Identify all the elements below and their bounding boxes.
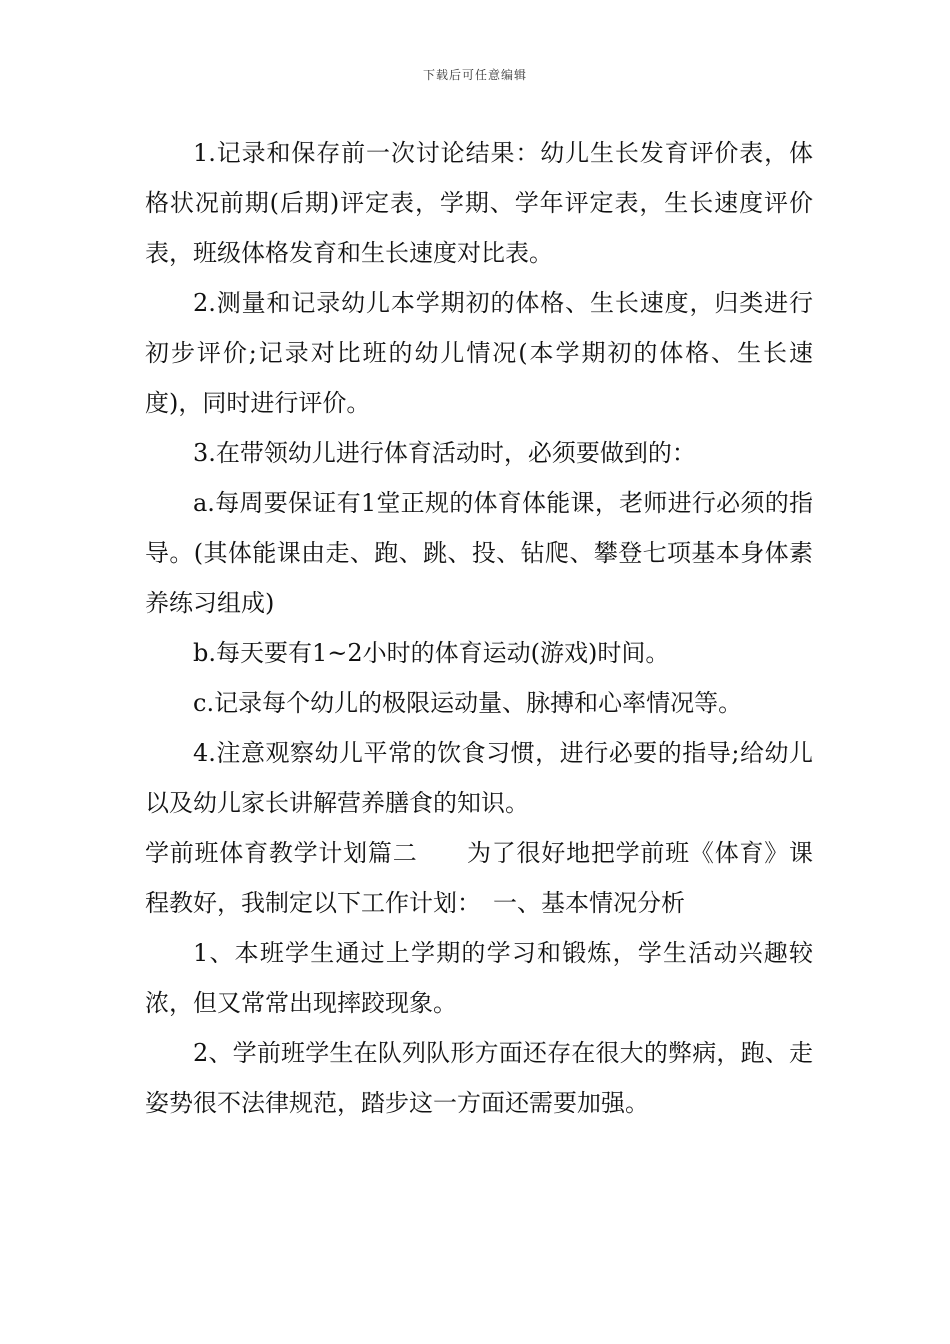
paragraph-record-results: 1.记录和保存前一次讨论结果：幼儿生长发育评价表，体格状况前期(后期)评定表，学期、学年评定表，生长速度评价表，班级体格发育和生长速度对比表。	[145, 139, 813, 267]
header-note: 下载后可任意编辑	[422, 68, 527, 82]
section-heading-plan-two: 学前班体育教学计划篇二 为了很好地把学前班《体育》课程教好，我制定以下工作计划： 一、基本情况分析	[145, 839, 813, 917]
paragraph-diet-habits: 4.注意观察幼儿平常的饮食习惯，进行必要的指导;给幼儿以及幼儿家长讲解营养膳食的知识。	[145, 739, 813, 817]
paragraph-activity-requirements: 3.在带领幼儿进行体育活动时，必须要做到的：	[193, 439, 696, 467]
paragraph-class-situation-2: 2、学前班学生在队列队形方面还存在很大的弊病，跑、走姿势很不法律规范，踏步这一方面还需要加强。	[145, 1039, 813, 1117]
paragraph-measure-record: 2.测量和记录幼儿本学期初的体格、生长速度，归类进行初步评价;记录对比班的幼儿情况(本学期初的体格、生长速度)，同时进行评价。	[145, 289, 813, 417]
paragraph-item-b: b.每天要有1~2小时的体育运动(游戏)时间。	[193, 639, 670, 667]
paragraph-item-c: c.记录每个幼儿的极限运动量、脉搏和心率情况等。	[193, 689, 743, 717]
paragraph-item-a: a.每周要保证有1堂正规的体育体能课，老师进行必须的指导。(其体能课由走、跑、跳、投、钻爬、攀登七项基本身体素养练习组成)	[145, 489, 813, 617]
document-body	[145, 128, 813, 1128]
paragraph-class-situation-1: 1、本班学生通过上学期的学习和锻炼，学生活动兴趣较浓，但又常常出现摔跤现象。	[145, 939, 813, 1017]
